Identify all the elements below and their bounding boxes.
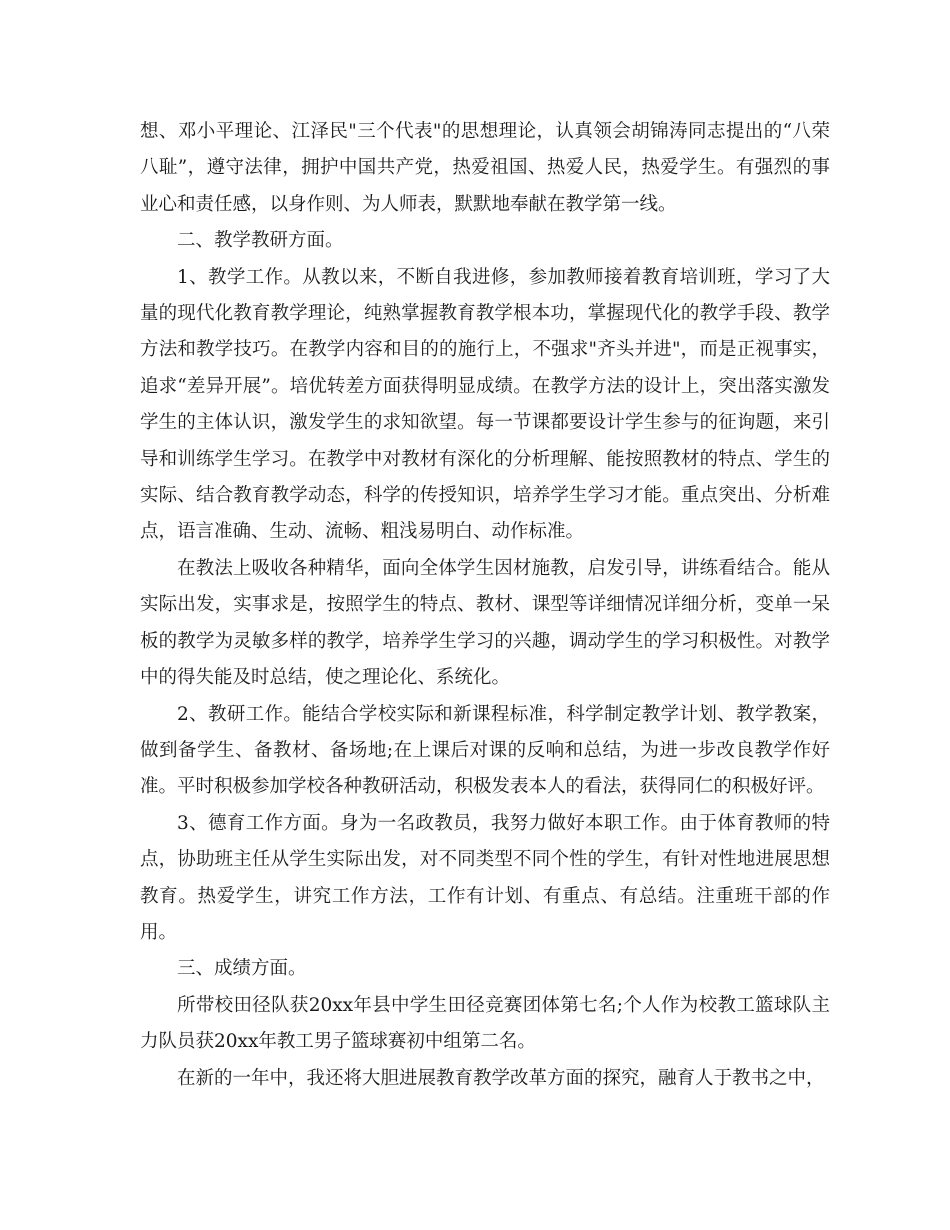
paragraph: 3、德育工作方面。身为一名政教员，我努力做好本职工作。由于体育教师的特点，协助班主任从学生实际出发，对不同类型不同个性的学生，有针对性地进展思想教育。热爱学生，讲究工作方法，工作有计划、有重点、有总结。注重班干部的作用。 (140, 812, 830, 943)
paragraph: 1、教学工作。从教以来，不断自我进修，参加教师接着教育培训班，学习了大量的现代化教育教学理论，纯熟掌握教育教学根本功，掌握现代化的教学手段、教学方法和教学技巧。在教学内容和目的的施行上，不强求"齐头并进"，而是正视事实，追求“差异开展”。培优转差方面获得明显成绩。在教学方法的设计上，突出落实激发学生的主体认识，激发学生的求知欲望。每一节课都要设计学生参与的征询题，来引导和训练学生学习。在教学中对教材有深化的分析理解、能按照教材的特点、学生的实际、结合教育教学动态，科学的传授知识，培养学生学习才能。重点突出、分析难点，语言准确、生动、流畅、粗浅易明白、动作标准。 (140, 266, 830, 543)
section-heading-teaching-research: 二、教学教研方面。 (177, 230, 344, 252)
document-body (140, 114, 830, 1097)
paragraph: 在教法上吸收各种精华，面向全体学生因材施教，启发引导，讲练看结合。能从实际出发，实事求是，按照学生的特点、教材、课型等详细情况详细分析，变单一呆板的教学为灵敏多样的教学，培养学生学习的兴趣，调动学生的学习积极性。对教学中的得失能及时总结，使之理论化、系统化。 (140, 557, 830, 689)
section-heading-achievements: 三、成绩方面。 (177, 958, 307, 980)
paragraph: 所带校田径队获20xx年县中学生田径竞赛团体第七名;个人作为校教工篮球队主力队员获20xx年教工男子篮球赛初中组第二名。 (140, 994, 830, 1053)
paragraph: 在新的一年中，我还将大胆进展教育教学改革方面的探究，融育人于教书之中， (177, 1067, 825, 1089)
paragraph: 想、邓小平理论、江泽民"三个代表"的思想理论，认真领会胡锦涛同志提出的“八荣八耻”，遵守法律，拥护中国共产党，热爱祖国、热爱人民，热爱学生。有强烈的事业心和责任感，以身作则、为人师表，默默地奉献在教学第一线。 (140, 121, 830, 215)
paragraph: 2、教研工作。能结合学校实际和新课程标准，科学制定教学计划、教学教案，做到备学生、备教材、备场地;在上课后对课的反响和总结，为进一步改良教学作好准。平时积极参加学校各种教研活动，积极发表本人的看法，获得同仁的积极好评。 (140, 703, 830, 798)
